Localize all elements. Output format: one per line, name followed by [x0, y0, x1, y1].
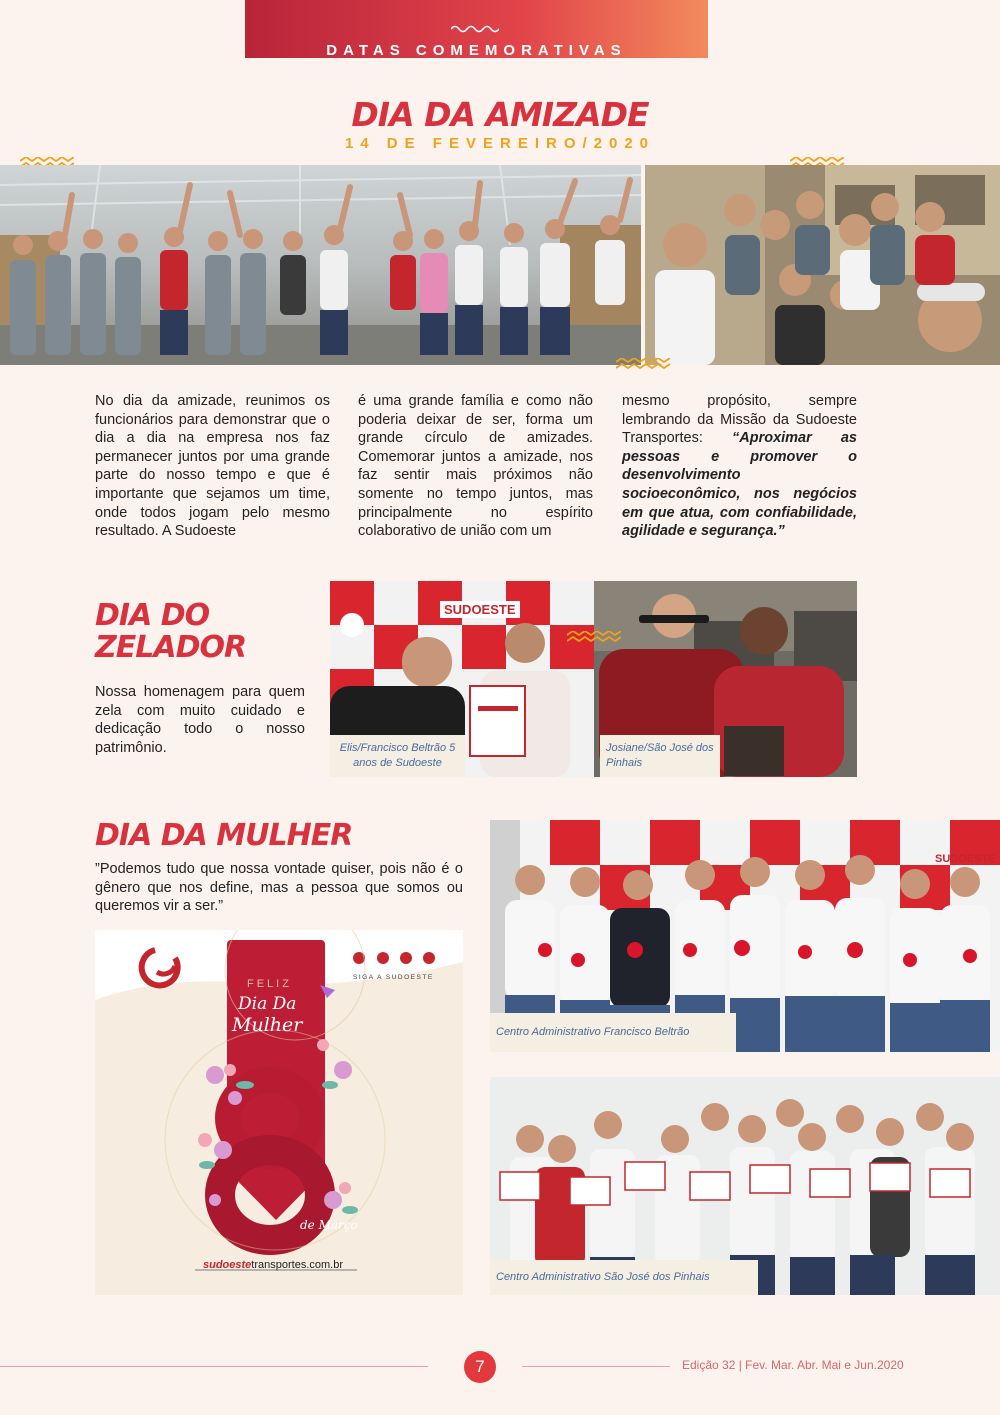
amizade-text-col2: é uma grande família e como não poderia deixar de ser, forma um grande círculo de amizades. Comemorar juntos a amizade, nos faz sentir mais próximos não somente no tempo juntos, mas principalmente no espírito colaborativo de união com um: [358, 393, 593, 540]
amizade-group-photo: [0, 165, 641, 365]
zelador-title: [95, 600, 325, 664]
amizade-text-col1: No dia da amizade, reunimos os funcionários para demonstrar que o dia a dia na empresa nos faz permanecer juntos por uma grande parte do nosso tempo e que é importante que sejamos um time, onde todos jogam pelo mesmo resultado. A Sudoeste: [95, 393, 330, 540]
mulher-caption-1: Centro Administrativo Francisco Beltrão: [490, 1013, 736, 1052]
poster-site: [203, 1259, 343, 1271]
section-label: DATAS COMEMORATIVAS: [326, 42, 627, 59]
zigzag-ornament-icon: [567, 631, 621, 643]
mulher-quote: ”Podemos tudo que nossa vontade quiser, pois não é o gênero que nos define, mas a pessoa que somos ou queremos vir a ser.”: [95, 861, 463, 915]
zigzag-ornament-icon: [616, 358, 670, 370]
amizade-date: 14 DE FEVEREIRO/2020: [344, 135, 656, 152]
poster-dia-da: Dia Da: [238, 994, 297, 1014]
zelador-text: Nossa homenagem para quem zela com muito cuidado e dedicação todo o nosso patrimônio.: [95, 684, 305, 756]
wave-ornament-icon: [451, 24, 499, 34]
poster-site-rest: transportes.com.br: [251, 1259, 343, 1271]
amizade-mission-quote: “Aproximar as pessoas e promover o desenvolvimento socioeconômico, nos negócios em que atua, com confiabilidade, agilidade e segurança.”: [622, 430, 857, 540]
mulher-poster: [95, 930, 463, 1295]
poster-follow: SIGA A SUDOESTE: [353, 974, 434, 981]
footer-divider-left: [0, 1366, 428, 1367]
edition-info: Edição 32 | Fev. Mar. Abr. Mai e Jun.2020: [682, 1358, 904, 1372]
poster-mulher: Mulher: [232, 1014, 303, 1036]
zelador-caption-2: Josiane/São José dos Pinhais: [600, 735, 720, 777]
mulher-title: DIA DA MULHER: [95, 818, 353, 853]
sudoeste-sign: SUDOESTE: [935, 853, 996, 865]
amizade-title: DIA DA AMIZADE: [351, 95, 649, 134]
sudoeste-sign: SUDOESTE: [440, 601, 520, 618]
amizade-mission-intro: mesmo propósito, sempre lembrando da Missão da Sudoeste Transportes:: [622, 393, 857, 447]
header-banner: [245, 0, 708, 58]
footer-divider-right: [522, 1366, 670, 1367]
amizade-selfie-photo: [645, 165, 1000, 365]
mulher-caption-2: Centro Administrativo São José dos Pinhais: [490, 1260, 758, 1295]
zelador-title-line2: ZELADOR: [95, 630, 247, 665]
poster-de-marco: de Março: [300, 1218, 358, 1232]
poster-site-bold: sudoeste: [203, 1259, 252, 1271]
zelador-caption-1: Elis/Francisco Beltrão 5 anos de Sudoeste: [330, 735, 465, 777]
zelador-title-line1: DIA DO: [95, 598, 210, 633]
page-number: 7: [464, 1351, 496, 1383]
poster-feliz: FELIZ: [247, 978, 292, 990]
amizade-text-col3: [622, 392, 857, 541]
